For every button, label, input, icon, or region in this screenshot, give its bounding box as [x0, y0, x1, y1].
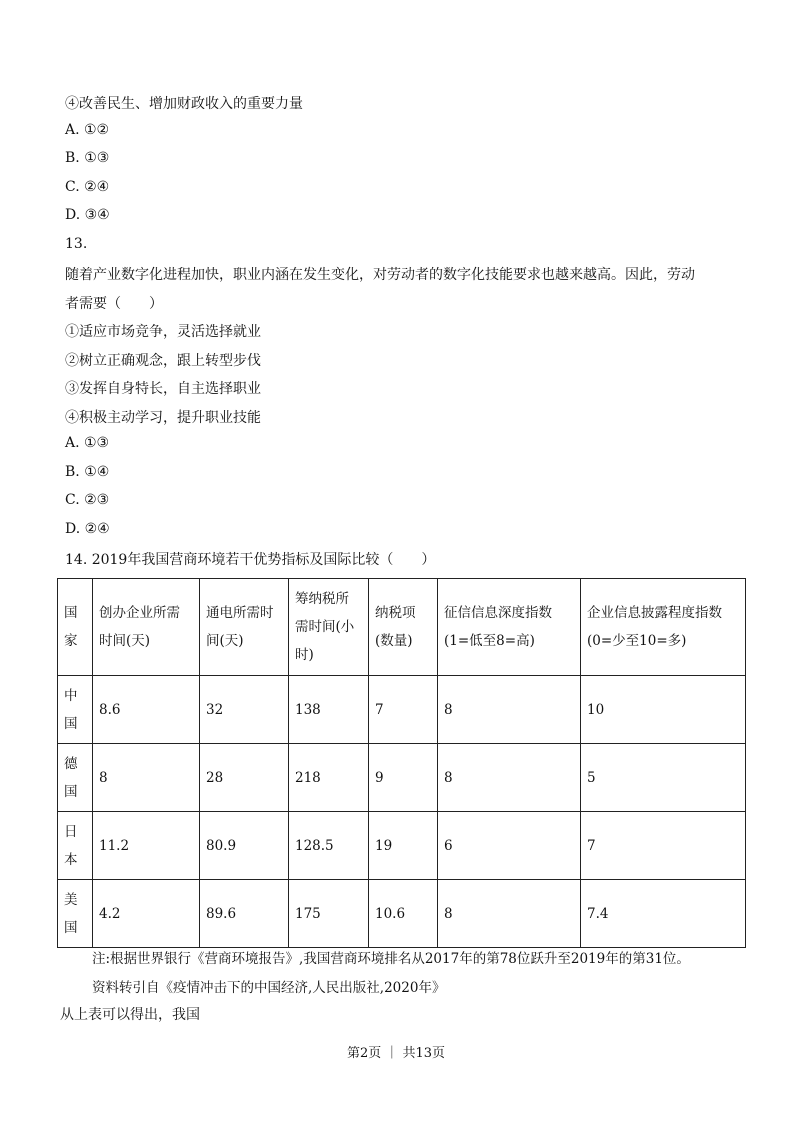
cell: 89.6	[200, 880, 289, 948]
table-header-row	[58, 579, 746, 676]
cell: 中国	[58, 676, 93, 744]
cell: 10.6	[369, 880, 438, 948]
q13-item-3: ③发挥自身特长，自主选择职业	[65, 381, 261, 397]
header-cell: 创办企业所需时间(天)	[93, 579, 200, 676]
cell: 8.6	[93, 676, 200, 744]
table-row	[58, 880, 746, 948]
q13-option-b: B. ①④	[65, 464, 110, 480]
q12-option-d: D. ③④	[65, 207, 110, 223]
cell: 28	[200, 744, 289, 812]
cell: 7	[581, 812, 746, 880]
q13-item-4: ④积极主动学习，提升职业技能	[65, 410, 261, 426]
q13-stem: 随着产业数字化进程加快，职业内涵在发生变化，对劳动者的数字化技能要求也越来越高。因此，劳动	[65, 267, 695, 283]
cell: 138	[289, 676, 369, 744]
q13-option-c: C. ②③	[65, 492, 110, 508]
cell: 6	[438, 812, 581, 880]
header-cell: 筹纳税所需时间(小时)	[289, 579, 369, 676]
header-cell: 企业信息披露程度指数(0=少至10=多)	[581, 579, 746, 676]
cell: 日本	[58, 812, 93, 880]
table-source: 资料转引自《疫情冲击下的中国经济,人民出版社,2020年》	[92, 980, 446, 996]
cell: 5	[581, 744, 746, 812]
cell: 德国	[58, 744, 93, 812]
cell: 32	[200, 676, 289, 744]
q13-item-1: ①适应市场竞争，灵活选择就业	[65, 324, 261, 340]
q13-number: 13.	[65, 236, 88, 252]
q14-stem: 14. 2019年我国营商环境若干优势指标及国际比较（ ）	[65, 552, 436, 568]
q14-tail: 从上表可以得出，我国	[60, 1007, 200, 1023]
table-note: 注:根据世界银行《营商环境报告》,我国营商环境排名从2017年的第78位跃升至2019年的第31位。	[92, 951, 690, 967]
header-cell: 通电所需时间(天)	[200, 579, 289, 676]
cell: 10	[581, 676, 746, 744]
cell: 9	[369, 744, 438, 812]
header-cell: 国家	[58, 579, 93, 676]
header-cell: 纳税项(数量)	[369, 579, 438, 676]
cell: 8	[438, 744, 581, 812]
cell: 美国	[58, 880, 93, 948]
q13-option-d: D. ②④	[65, 521, 110, 537]
cell: 8	[438, 676, 581, 744]
q12-option-a: A. ①②	[65, 122, 110, 138]
header-cell: 征信信息深度指数(1=低至8=高)	[438, 579, 581, 676]
cell: 7.4	[581, 880, 746, 948]
cell: 4.2	[93, 880, 200, 948]
page-footer: 第2页 ｜ 共13页	[346, 1046, 446, 1061]
cell: 128.5	[289, 812, 369, 880]
q13-item-2: ②树立正确观念，跟上转型步伐	[65, 353, 261, 369]
q12-option-c: C. ②④	[65, 179, 110, 195]
q12-item-4: ④改善民生、增加财政收入的重要力量	[65, 96, 303, 112]
q13-stem-cont: 者需要（ ）	[65, 296, 163, 312]
q13-option-a: A. ①③	[65, 435, 110, 451]
cell: 218	[289, 744, 369, 812]
cell: 8	[438, 880, 581, 948]
q12-option-b: B. ①③	[65, 150, 110, 166]
table-row	[58, 676, 746, 744]
cell: 7	[369, 676, 438, 744]
cell: 8	[93, 744, 200, 812]
cell: 11.2	[93, 812, 200, 880]
cell: 175	[289, 880, 369, 948]
cell: 80.9	[200, 812, 289, 880]
table-row	[58, 812, 746, 880]
indicator-table	[57, 578, 746, 948]
cell: 19	[369, 812, 438, 880]
table-row	[58, 744, 746, 812]
